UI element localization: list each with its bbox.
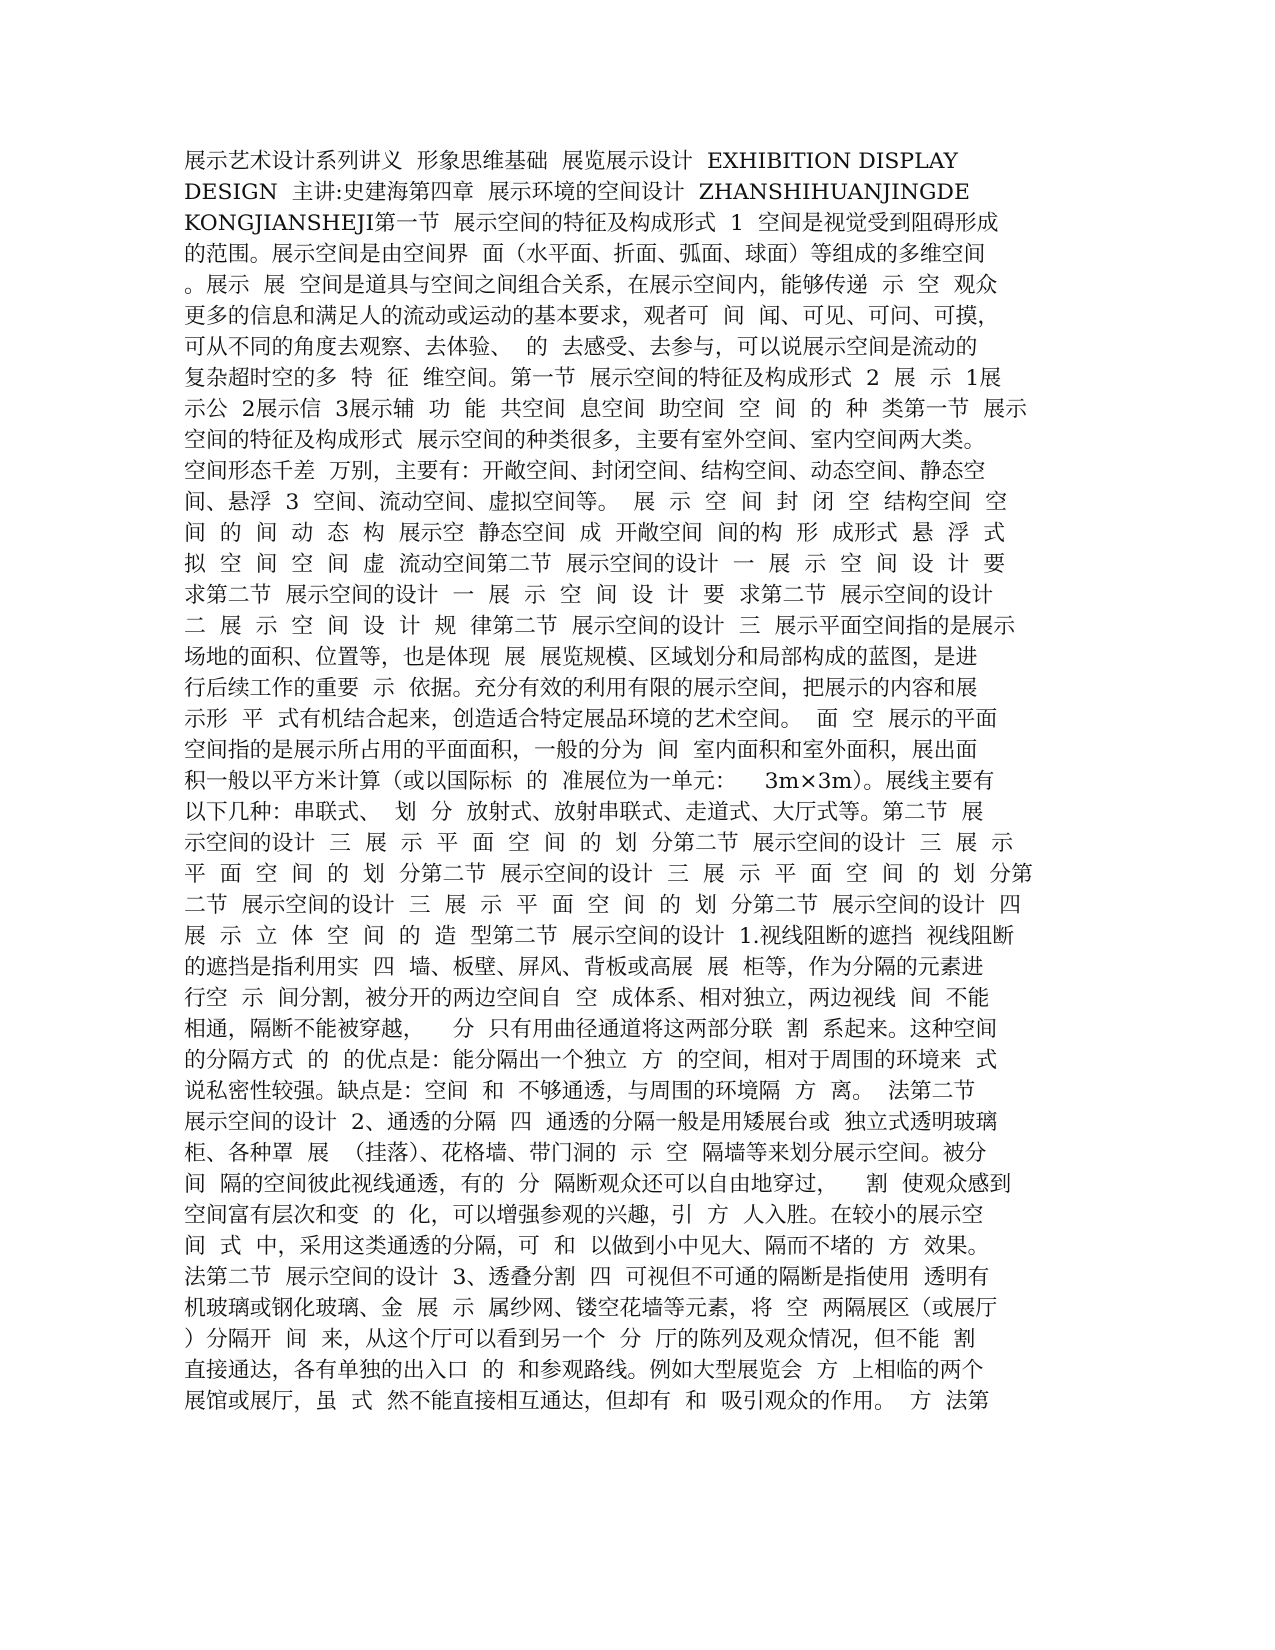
text-line: 机玻璃或钢化玻璃、金 展 示 属纱网、镂空花墙等元素，将 空 两隔展区（或展厅 xyxy=(184,1296,998,1321)
text-line: 以下几种：串联式、 划 分 放射式、放射串联式、走道式、大厅式等。第二节 展 xyxy=(184,800,984,825)
text-line: 行空 示 间分割，被分开的两边空间自 空 成体系、相对独立，两边视线 间 不能 xyxy=(184,986,990,1011)
text-line: 。展示 展 空间是道具与空间之间组合关系，在展示空间内，能够传递 示 空 观众 xyxy=(184,273,998,298)
text-line: 相通，隔断不能被穿越， 分 只有用曲径通道将这两部分联 割 系起来。这种空间 xyxy=(184,1017,998,1042)
text-line: 的范围。展示空间是由空间界 面（水平面、折面、弧面、球面）等组成的多维空间 xyxy=(184,242,986,267)
text-line: 空间富有层次和变 的 化，可以增强参观的兴趣，引 方 人入胜。在较小的展示空 xyxy=(184,1203,984,1228)
text-line: 法第二节 展示空间的设计 3、透叠分割 四 可视但不可通的隔断是指使用 透明有 xyxy=(184,1265,990,1290)
text-line: 场地的面积、位置等，也是体现 展 展览规模、区域划分和局部构成的蓝图，是进 xyxy=(184,645,978,670)
text-line: ）分隔开 间 来，从这个厅可以看到另一个 分 厅的陈列及观众情况，但不能 割 xyxy=(184,1327,976,1352)
text-line: 展示空间的设计 2、通透的分隔 四 通透的分隔一般是用矮展台或 独立式透明玻璃 xyxy=(184,1110,998,1135)
text-line: DESIGN 主讲:史建海第四章 展示环境的空间设计 ZHANSHIHUANJINGDE xyxy=(184,180,970,205)
body-text xyxy=(184,146,1084,1417)
text-line: 的遮挡是指利用实 四 墙、板壁、屏风、背板或高展 展 柜等，作为分隔的元素进 xyxy=(184,955,984,980)
text-line: 复杂超时空的多 特 征 维空间。第一节 展示空间的特征及构成形式 2 展 示 1展 xyxy=(184,366,1002,391)
text-line: 更多的信息和满足人的流动或运动的基本要求，观者可 间 闻、可见、可问、可摸， xyxy=(184,304,1000,329)
text-line: 间、悬浮 3 空间、流动空间、虚拟空间等。 展 示 空 间 封 闭 空 结构空间 空 xyxy=(184,490,1008,515)
text-line: 间 隔的空间彼此视线通透，有的 分 隔断观众还可以自由地穿过， 割 使观众感到 xyxy=(184,1172,1012,1197)
text-line: 示空间的设计 三 展 示 平 面 空 间 的 划 分第二节 展示空间的设计 三 展 示 xyxy=(184,831,1014,856)
text-line: 展馆或展厅，虽 式 然不能直接相互通达，但却有 和 吸引观众的作用。 方 法第 xyxy=(184,1389,990,1414)
text-line: 空间形态千差 万别，主要有：开敞空间、封闭空间、结构空间、动态空间、静态空 xyxy=(184,459,986,484)
text-line: 平 面 空 间 的 划 分第二节 展示空间的设计 三 展 示 平 面 空 间 的 划 分第 xyxy=(184,862,1033,887)
text-line: 展 示 立 体 空 间 的 造 型第二节 展示空间的设计 1.视线阻断的遮挡 视线阻断 xyxy=(184,924,1015,949)
text-line: 行后续工作的重要 示 依据。充分有效的利用有限的展示空间，把展示的内容和展 xyxy=(184,676,978,701)
text-line: 展示艺术设计系列讲义 形象思维基础 展览展示设计 EXHIBITION DISPLAY xyxy=(184,149,958,174)
text-line: 空间指的是展示所占用的平面面积，一般的分为 间 室内面积和室外面积，展出面 xyxy=(184,738,978,763)
text-line: 二节 展示空间的设计 三 展 示 平 面 空 间 的 划 分第二节 展示空间的设计 四 xyxy=(184,893,1022,918)
text-line: 直接通达，各有单独的出入口 的 和参观路线。例如大型展览会 方 上相临的两个 xyxy=(184,1358,984,1383)
text-line: 示公 2展示信 3展示辅 功 能 共空间 息空间 助空间 空 间 的 种 类第一节 展示 xyxy=(184,397,1027,422)
text-line: 说私密性较强。缺点是：空间 和 不够通透，与周围的环境隔 方 离。 法第二节 xyxy=(184,1079,976,1104)
text-line: 二 展 示 空 间 设 计 规 律第二节 展示空间的设计 三 展示平面空间指的是展示 xyxy=(184,614,1016,639)
text-line: 的分隔方式 的 的优点是：能分隔出一个独立 方 的空间，相对于周围的环境来 式 xyxy=(184,1048,998,1073)
text-line: 间 的 间 动 态 构 展示空 静态空间 成 开敞空间 间的构 形 成形式 悬 浮 式 xyxy=(184,521,1006,546)
text-line: 示形 平 式有机结合起来，创造适合特定展品环境的艺术空间。 面 空 展示的平面 xyxy=(184,707,998,732)
text-line: 求第二节 展示空间的设计 一 展 示 空 间 设 计 要 求第二节 展示空间的设计 xyxy=(184,583,994,608)
text-line: 空间的特征及构成形式 展示空间的种类很多，主要有室外空间、室内空间两大类。 xyxy=(184,428,986,453)
text-line: 间 式 中，采用这类通透的分隔，可 和 以做到小中见大、隔而不堵的 方 效果。 xyxy=(184,1234,990,1259)
text-line: 拟 空 间 空 间 虚 流动空间第二节 展示空间的设计 一 展 示 空 间 设 计 要 xyxy=(184,552,1006,577)
text-line: 柜、各种罩 展 （挂落）、花格墙、带门洞的 示 空 隔墙等来划分展示空间。被分 xyxy=(184,1141,987,1166)
text-line: 积一般以平方米计算（或以国际标 的 准展位为一单元： 3m×3m）。展线主要有 xyxy=(184,769,995,794)
text-line: KONGJIANSHEJI第一节 展示空间的特征及构成形式 1 空间是视觉受到阻碍形成 xyxy=(184,211,999,236)
text-line: 可从不同的角度去观察、去体验、 的 去感受、去参与，可以说展示空间是流动的 xyxy=(184,335,978,360)
